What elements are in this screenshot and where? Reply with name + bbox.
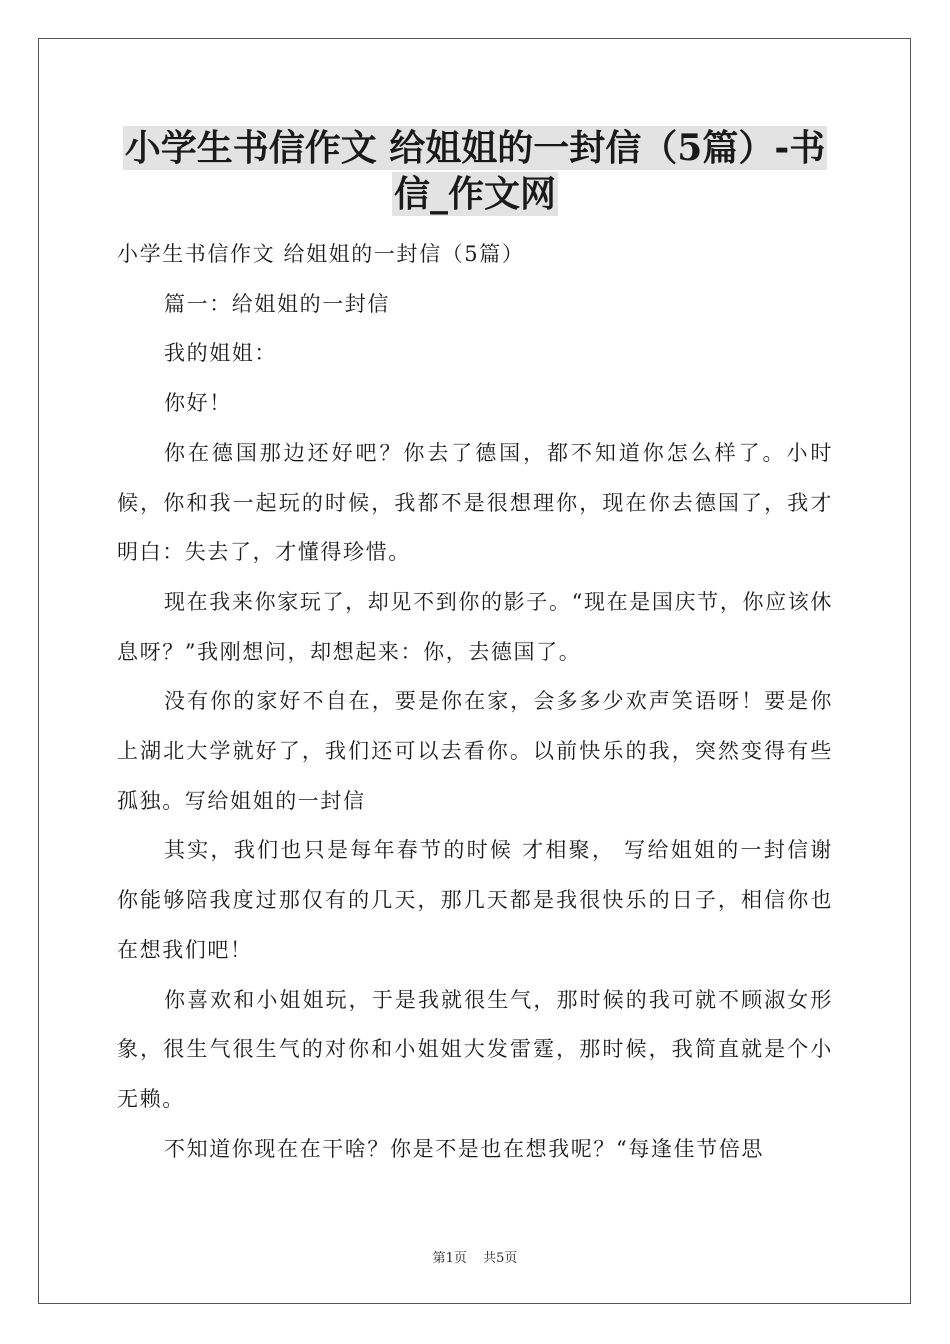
paragraph: 你在德国那边还好吧？你去了德国，都不知道你怎么样了。小时候，你和我一起玩的时候，我都不是很想理你，现在你去德国了，我才明白：失去了，才懂得珍惜。 <box>117 440 833 565</box>
title-line-2: 信_作文网 <box>393 173 556 215</box>
paragraph-section-heading: 篇一：给姐姐的一封信 <box>164 291 390 316</box>
title-line-1: 小学生书信作文 给姐姐的一封信（5篇）-书 <box>124 127 826 169</box>
paragraph: 没有你的家好不自在，要是你在家，会多多少欢声笑语呀！要是你上湖北大学就好了，我们还可以去看你。以前快乐的我，突然变得有些孤独。写给姐姐的一封信 <box>117 689 833 813</box>
paragraph: 现在我来你家玩了，却见不到你的影子。“现在是国庆节，你应该休息呀？”我刚想问，却想起来：你，去德国了。 <box>117 589 833 664</box>
page-total: 共5页 <box>483 1251 518 1266</box>
paragraph-subtitle: 小学生书信作文 给姐姐的一封信（5篇） <box>117 242 525 266</box>
page-number: 第1页 <box>432 1251 467 1266</box>
page-footer <box>0 1247 950 1266</box>
paragraph-salutation: 我的姐姐： <box>164 341 277 366</box>
paragraph: 其实，我们也只是每年春节的时候 才相聚， 写给姐姐的一封信谢你能够陪我度过那仅有的几天，那几天都是我很快乐的日子，相信你也在想我们吧！ <box>117 838 833 962</box>
paragraph: 不知道你现在在干啥？你是不是也在想我呢？“每逢佳节倍思 <box>164 1136 764 1161</box>
document-body <box>117 230 833 1174</box>
paragraph: 你喜欢和小姐姐玩，于是我就很生气，那时候的我可就不顾淑女形象，很生气很生气的对你和小姐姐大发雷霆，那时候，我简直就是个小无赖。 <box>117 987 833 1111</box>
document-title <box>118 126 832 218</box>
paragraph-greeting: 你好！ <box>164 391 232 416</box>
